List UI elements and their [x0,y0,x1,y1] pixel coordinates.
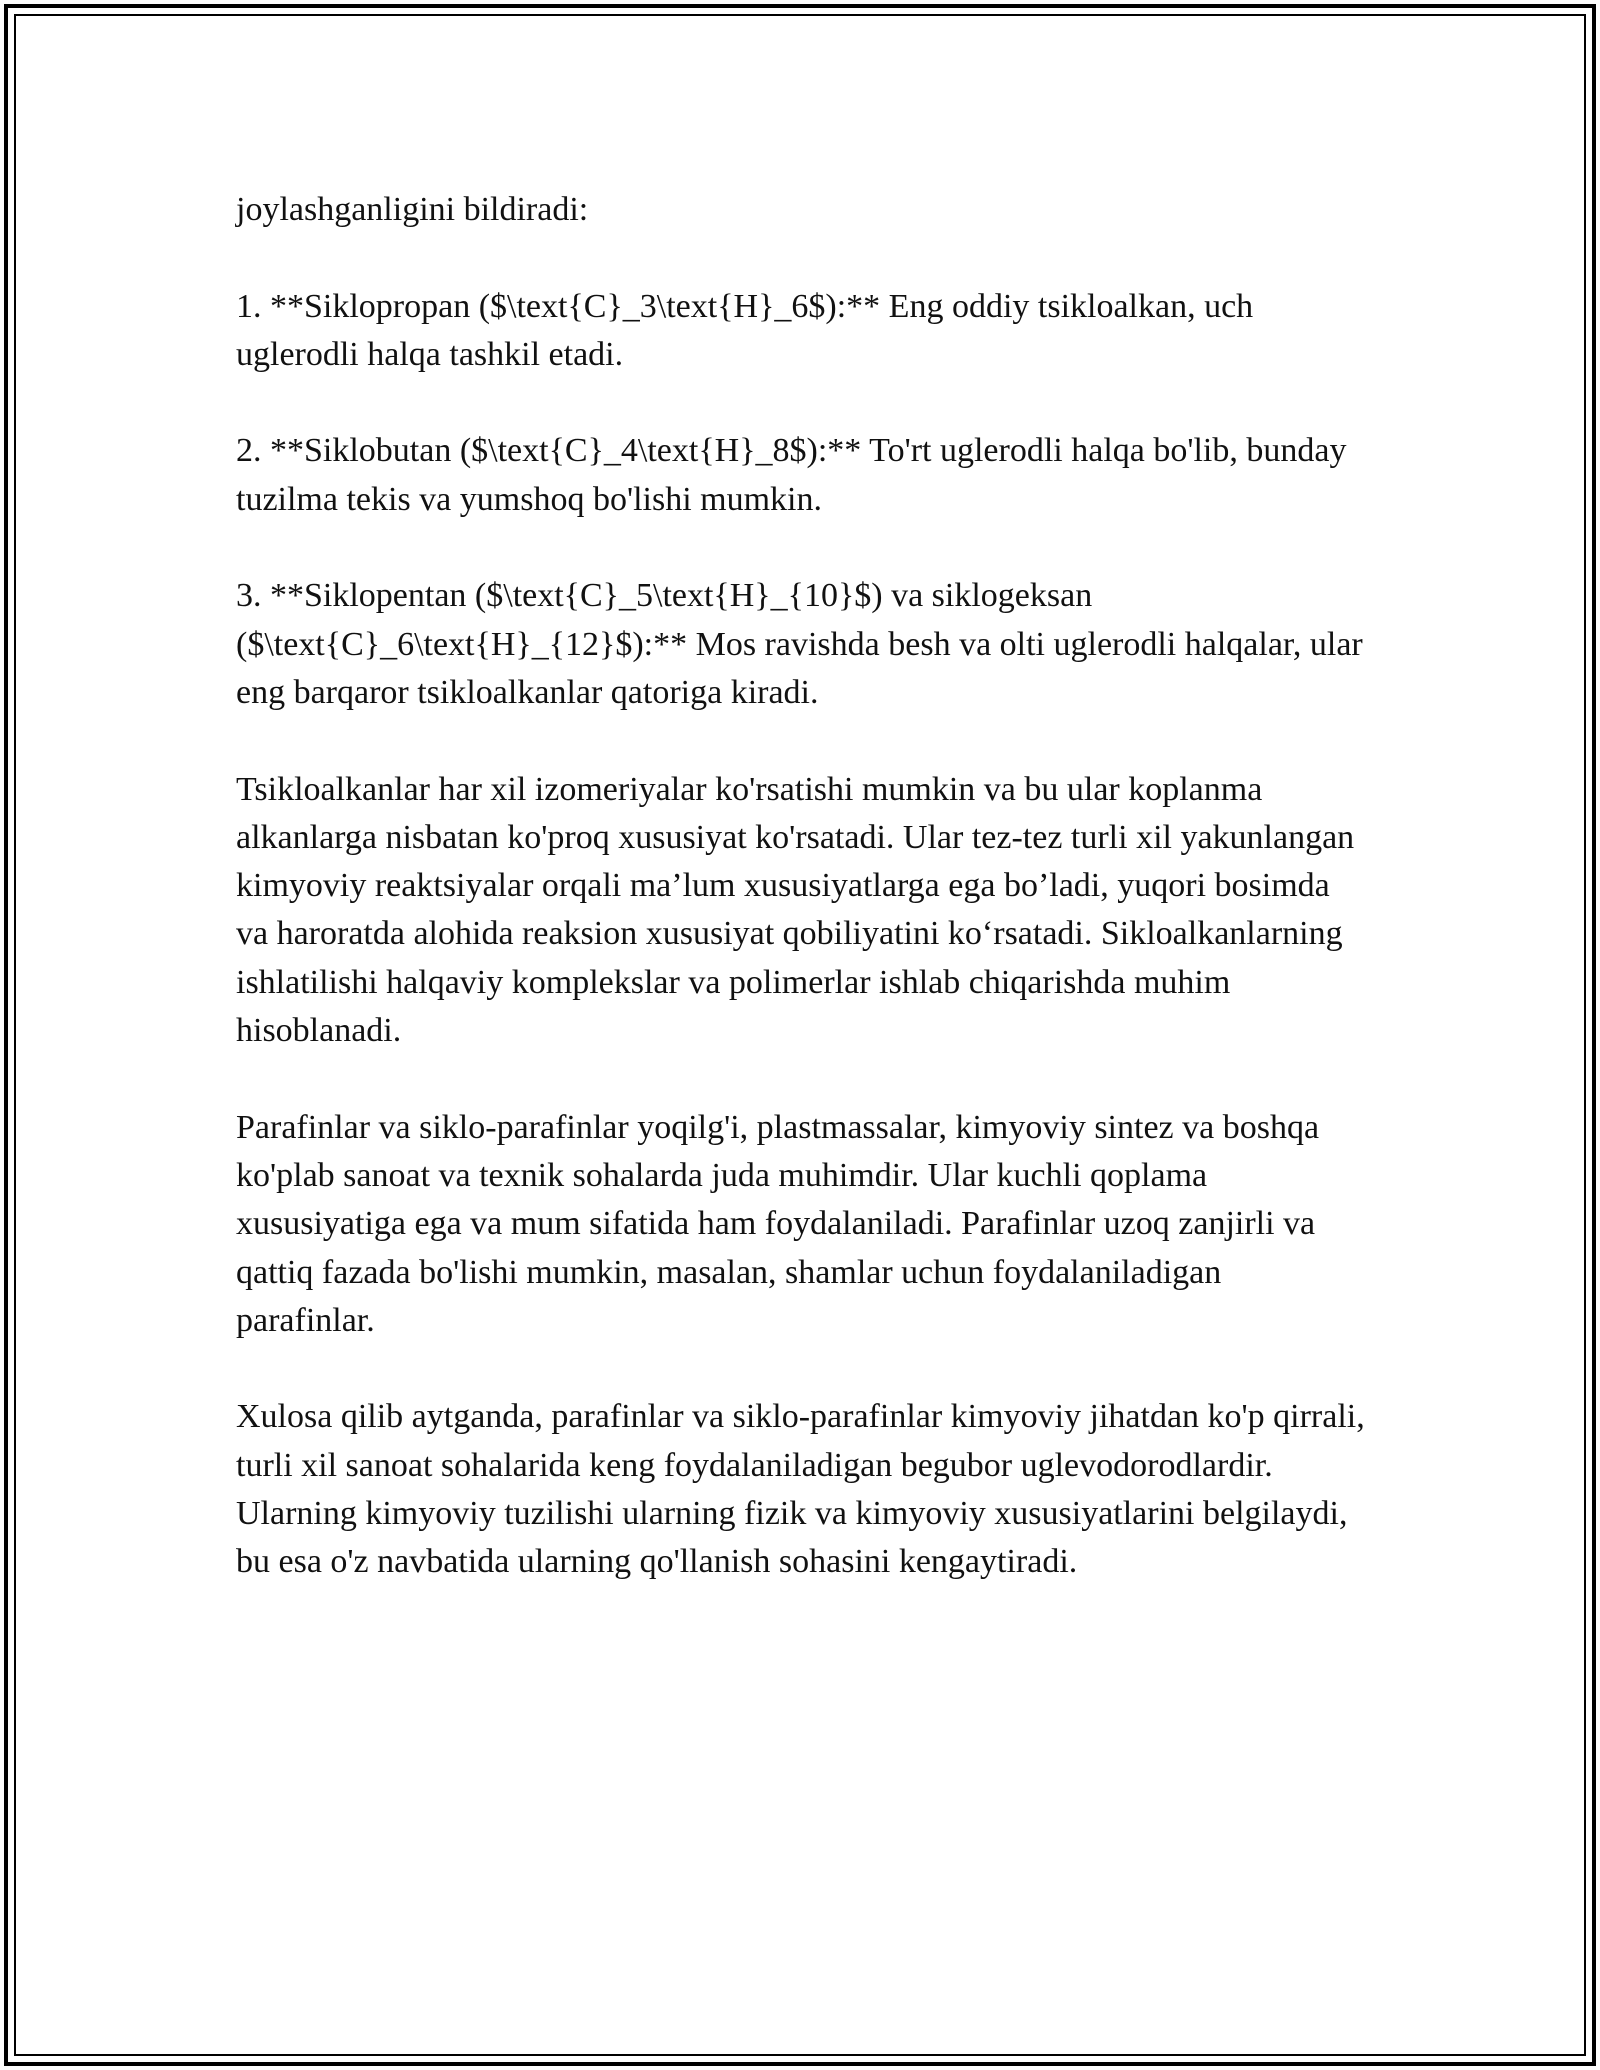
paragraph-conclusion: Xulosa qilib aytganda, parafinlar va siklo-parafinlar kimyoviy jihatdan ko'p qirrali, turli xil sanoat sohalarida keng foydalaniladigan begubor uglevodorodlardir. Ularning kimyoviy tuzilishi ularning fizik va kimyoviy xususiyatlarini belgilaydi, bu esa o'z navbatida ularning qo'llanish sohasini kengaytiradi. [236,1398,1365,1581]
list-item-cyclopentane-cyclohexane: 3. **Siklopentan ($\text{C}_5\text{H}_{10}$) va siklogeksan ($\text{C}_6\text{H}_{12}$):** Mos ravishda besh va olti uglerodli halqalar, ular eng barqaror tsikloalkanlar qatoriga kiradi. [236,577,1363,711]
paragraph-cycloalkane-properties: Tsikloalkanlar har xil izomeriyalar ko'rsatishi mumkin va bu ular koplanma alkanlarga nisbatan ko'proq xususiyat ko'rsatadi. Ular tez-tez turli xil yakunlangan kimyoviy reaktsiyalar orqali ma’lum xususiyatlarga ega bo’ladi, yuqori bosimda va haroratda alohida reaksion xususiyat qobiliyatini ko‘rsatadi. Sikloalkanlarning ishlatilishi halqaviy komplekslar va polimerlar ishlab chiqarishda muhim hisoblanadi. [236,770,1355,1050]
list-item-cyclopropane: 1. **Siklopropan ($\text{C}_3\text{H}_6$):** Eng oddiy tsikloalkan, uch uglerodli halqa tashkil etadi. [236,287,1254,373]
document-body [236,186,1366,1635]
paragraph-paraffin-applications: Parafinlar va siklo-parafinlar yoqilg'i, plastmassalar, kimyoviy sintez va boshqa ko'plab sanoat va texnik sohalarda juda muhimdir. Ular kuchli qoplama xususiyatiga ega va mum sifatida ham foydalaniladi. Parafinlar uzoq zanjirli va qattiq fazada bo'lishi mumkin, masalan, shamlar uchun foydalaniladigan parafinlar. [236,1108,1320,1339]
list-item-cyclobutane: 2. **Siklobutan ($\text{C}_4\text{H}_8$):** To'rt uglerodli halqa bo'lib, bunday tuzilma tekis va yumshoq bo'lishi mumkin. [236,432,1347,518]
intro-line: joylashganligini bildiradi: [236,191,589,228]
